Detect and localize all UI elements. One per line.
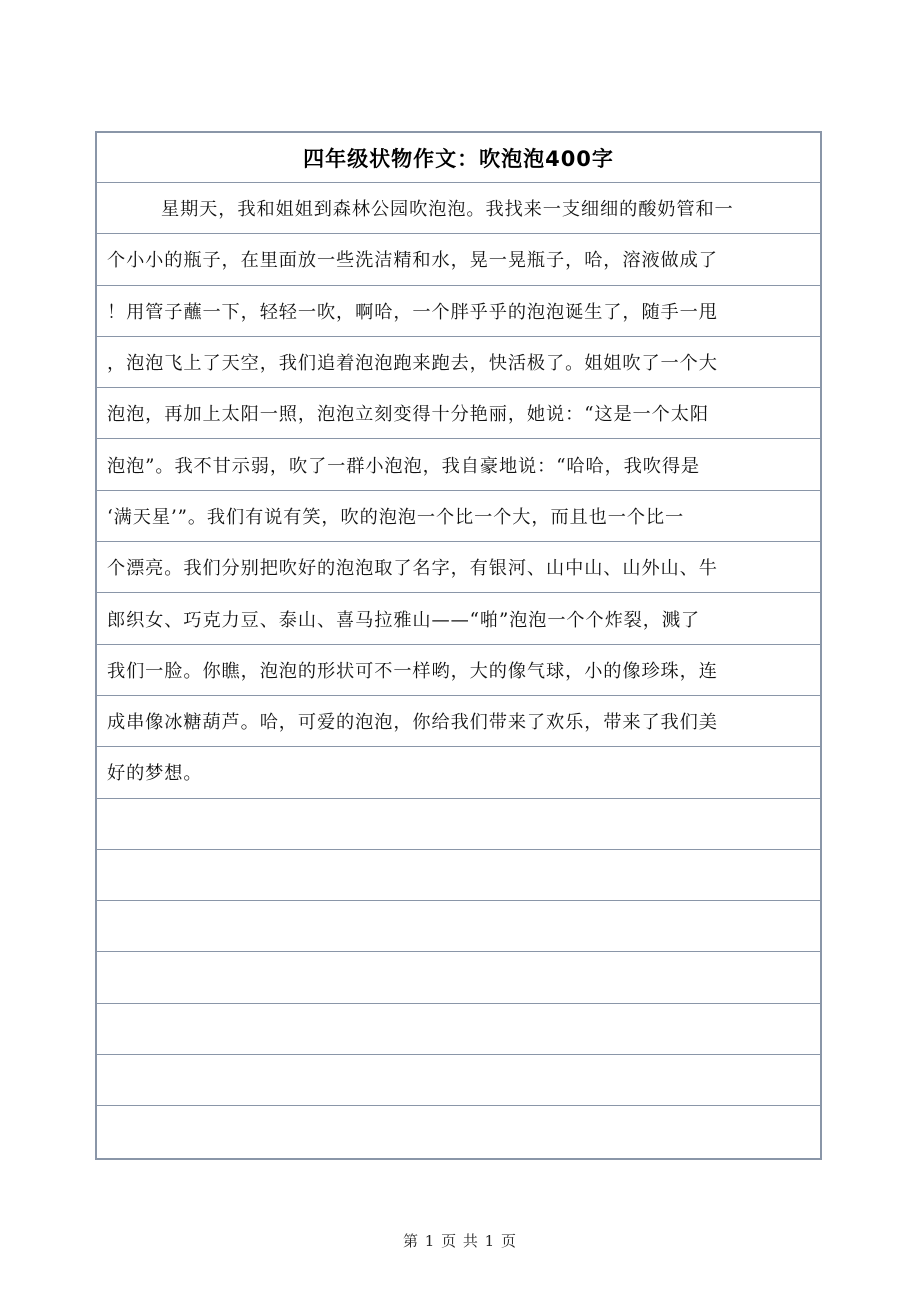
text-line-8: 个漂亮。我们分别把吹好的泡泡取了名字，有银河、山中山、山外山、牛 — [97, 542, 820, 593]
empty-line-15 — [97, 901, 820, 952]
title-row — [97, 133, 820, 183]
document-title: 四年级状物作文：吹泡泡400字 — [303, 146, 614, 171]
text-line-12: 好的梦想。 — [97, 747, 820, 798]
empty-line-18 — [97, 1055, 820, 1106]
text-line-2: 个小小的瓶子，在里面放一些洗洁精和水，晃一晃瓶子，哈，溶液做成了 — [97, 234, 820, 285]
text-line-9: 郎织女、巧克力豆、泰山、喜马拉雅山——“啪”泡泡一个个炸裂，溅了 — [97, 593, 820, 644]
text-line-3: ！用管子蘸一下，轻轻一吹，啊哈，一个胖乎乎的泡泡诞生了，随手一甩 — [97, 286, 820, 337]
text-line-6: 泡泡”。我不甘示弱，吹了一群小泡泡，我自豪地说：“哈哈，我吹得是 — [97, 439, 820, 490]
empty-line-17 — [97, 1004, 820, 1055]
composition-sheet — [95, 131, 822, 1160]
text-line-11: 成串像冰糖葫芦。哈，可爱的泡泡，你给我们带来了欢乐，带来了我们美 — [97, 696, 820, 747]
empty-line-13 — [97, 799, 820, 850]
page-footer: 第 1 页 共 1 页 — [403, 1232, 517, 1250]
text-line-1: 星期天，我和姐姐到森林公园吹泡泡。我找来一支细细的酸奶管和一 — [97, 183, 820, 234]
empty-line-19 — [97, 1106, 820, 1157]
text-line-10: 我们一脸。你瞧，泡泡的形状可不一样哟，大的像气球，小的像珍珠，连 — [97, 645, 820, 696]
text-line-4: ，泡泡飞上了天空，我们追着泡泡跑来跑去，快活极了。姐姐吹了一个大 — [97, 337, 820, 388]
text-line-5: 泡泡，再加上太阳一照，泡泡立刻变得十分艳丽，她说：“这是一个太阳 — [97, 388, 820, 439]
empty-line-16 — [97, 952, 820, 1003]
empty-line-14 — [97, 850, 820, 901]
text-line-7: ‘满天星’”。我们有说有笑，吹的泡泡一个比一个大，而且也一个比一 — [97, 491, 820, 542]
